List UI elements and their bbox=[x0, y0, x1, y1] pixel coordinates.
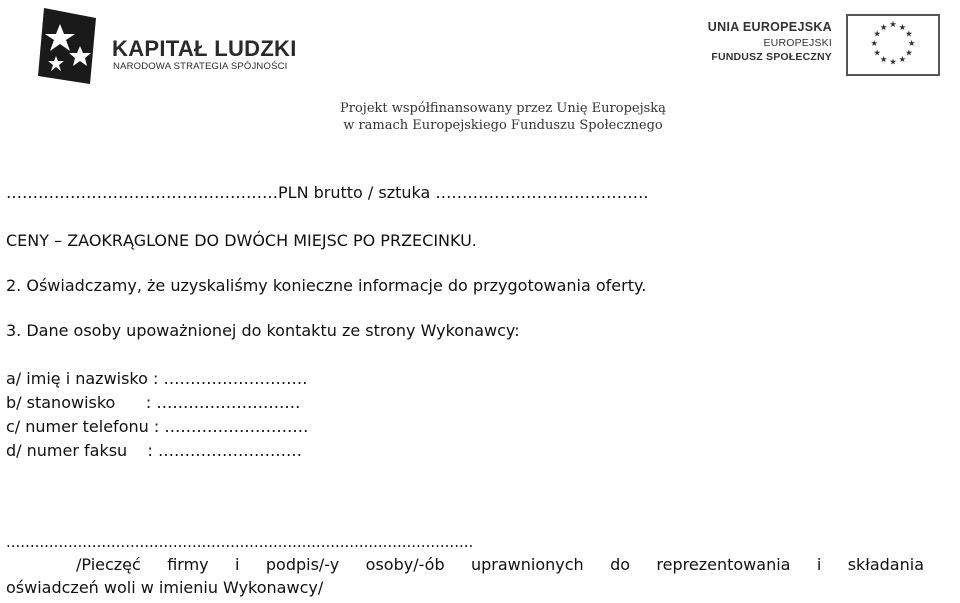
svg-text:★: ★ bbox=[889, 19, 897, 30]
svg-text:★: ★ bbox=[873, 47, 881, 58]
svg-text:★: ★ bbox=[873, 28, 881, 39]
svg-text:★: ★ bbox=[870, 37, 879, 48]
cofinancing-note bbox=[340, 100, 666, 134]
eu-esf-logo bbox=[700, 14, 940, 78]
signature-caption-line-1: /Pieczęć firmy i podpis/-y osoby/-ób uprawnionych do reprezentowania i składania bbox=[76, 555, 924, 574]
svg-text:★: ★ bbox=[907, 37, 916, 48]
eu-european-label: EUROPEJSKI bbox=[763, 37, 832, 49]
eu-logo-text bbox=[708, 20, 832, 63]
eu-flag-stars-icon bbox=[846, 14, 940, 76]
kapital-ludzki-emblem-icon bbox=[36, 6, 106, 86]
kapital-ludzki-title: KAPITAŁ LUDZKI bbox=[112, 36, 297, 61]
field-fax: d/ numer faksu : ……………………… bbox=[6, 441, 303, 460]
svg-text:★: ★ bbox=[879, 22, 888, 33]
eu-union-label: UNIA EUROPEJSKA bbox=[707, 20, 832, 34]
signature-line: .................................................................................................. bbox=[6, 533, 474, 551]
field-phone: c/ numer telefonu : ……………………… bbox=[6, 417, 309, 436]
svg-text:★: ★ bbox=[905, 47, 913, 58]
rounding-note: CENY – ZAOKRĄGLONE DO DWÓCH MIEJSC PO PRZECINKU. bbox=[6, 231, 477, 250]
cofinancing-line-2: w ramach Europejskiego Funduszu Społecznego bbox=[343, 118, 663, 133]
signature-caption-line-2: oświadczeń woli w imieniu Wykonawcy/ bbox=[6, 578, 324, 597]
eu-social-fund-label: FUNDUSZ SPOŁECZNY bbox=[711, 51, 832, 63]
price-line: ……………………………………………PLN brutto / sztuka …………………………………. bbox=[6, 183, 649, 202]
statement-item-2: 2. Oświadczamy, że uzyskaliśmy konieczne informacje do przygotowania oferty. bbox=[6, 276, 647, 295]
svg-text:★: ★ bbox=[898, 53, 907, 64]
svg-text:★: ★ bbox=[889, 56, 897, 67]
svg-text:★: ★ bbox=[879, 53, 888, 64]
field-position: b/ stanowisko : ……………………… bbox=[6, 393, 301, 412]
svg-text:★: ★ bbox=[905, 28, 913, 39]
kapital-ludzki-subtitle: NARODOWA STRATEGIA SPÓJNOŚCI bbox=[113, 61, 288, 72]
kapital-ludzki-logo bbox=[36, 6, 306, 86]
statement-item-3: 3. Dane osoby upoważnionej do kontaktu ze strony Wykonawcy: bbox=[6, 321, 520, 340]
cofinancing-line-1: Projekt współfinansowany przez Unię Europejską bbox=[340, 101, 666, 116]
svg-text:★: ★ bbox=[898, 22, 907, 33]
field-name: a/ imię i nazwisko : ……………………… bbox=[6, 369, 308, 388]
